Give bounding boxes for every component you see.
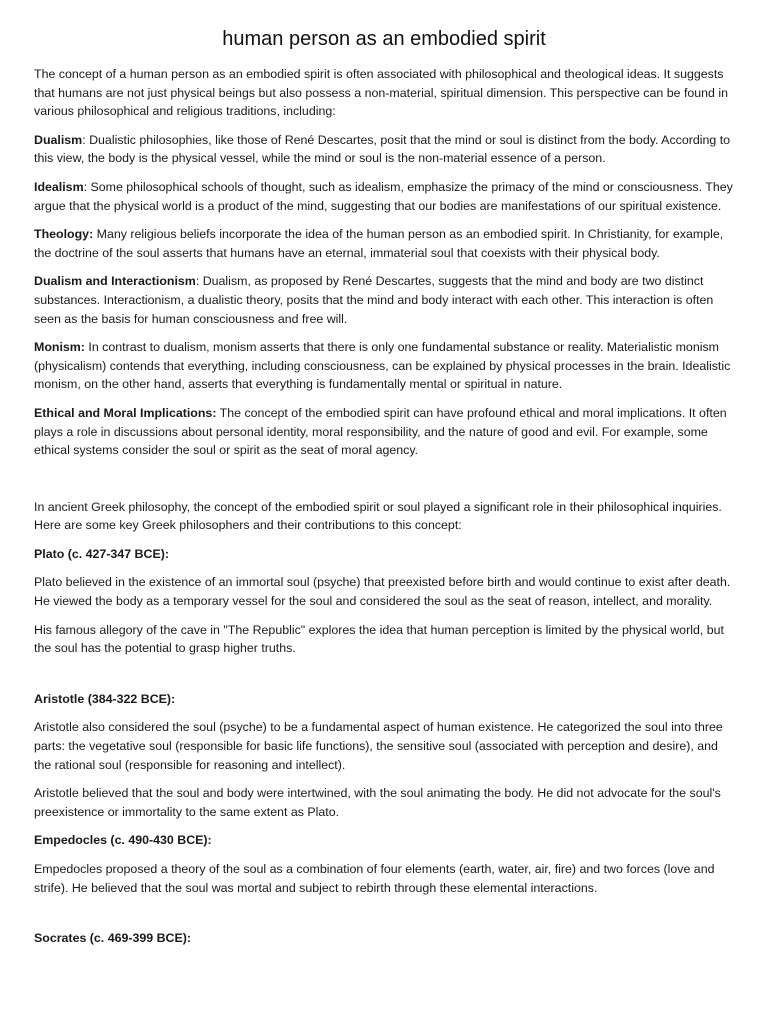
point-dualism-interactionism: Dualism and Interactionism: Dualism, as proposed by René Descartes, suggests that the mind and body are two distinct substances. Interactionism, a dualistic theory, posits that the mind and body interact with each other. This interaction is often seen as the basis for human consciousness and free will. <box>34 274 714 326</box>
socrates-heading: Socrates (c. 469-399 BCE): <box>34 931 192 946</box>
point-term: Idealism <box>34 179 84 194</box>
point-term: Monism: <box>34 340 85 355</box>
aristotle-heading: Aristotle (384-322 BCE): <box>34 691 176 706</box>
point-text: In contrast to dualism, monism asserts that there is only one fundamental substance or reality. Materialistic monism (physicalism) contends that everything, including consciousness, can be explained by physical processes in the brain. Idealistic monism, on the other hand, asserts that everything is fundamentally mental or spiritual in nature. <box>34 340 731 392</box>
point-dualism: Dualism: Dualistic philosophies, like those of René Descartes, posit that the mind or soul is distinct from the body. According to this view, the body is the physical vessel, while the mind or soul is the non-material essence of a person. <box>34 132 731 166</box>
spacer <box>34 907 734 929</box>
greek-intro-paragraph: In ancient Greek philosophy, the concept of the embodied spirit or soul played a significant role in their philosophical inquiries. Here are some key Greek philosophers and their contributions to this concept: <box>34 499 722 533</box>
plato-paragraph-2: His famous allegory of the cave in "The Republic" explores the idea that human perception is limited by the physical world, but the soul has the potential to grasp higher truths. <box>34 622 724 656</box>
aristotle-paragraph-1: Aristotle also considered the soul (psyche) to be a fundamental aspect of human existence. He categorized the soul into three parts: the vegetative soul (responsible for basic life functions), the sensitive soul (associated with perception and desire), and the rational soul (responsible for reasoning and intellect). <box>34 720 723 772</box>
point-term: Theology: <box>34 227 94 242</box>
point-text: Dualistic philosophies, like those of René Descartes, posit that the mind or soul is distinct from the body. According to this view, the body is the physical vessel, while the mind or soul is the non-material essence of a person. <box>34 132 731 166</box>
point-theology <box>34 225 734 262</box>
plato-heading: Plato (c. 427-347 BCE): <box>34 546 169 561</box>
point-text: Some philosophical schools of thought, such as idealism, emphasize the primacy of the mind or consciousness. They argue that the physical world is a product of the mind, suggesting that our bodies are manifestations of our spiritual existence. <box>34 179 733 213</box>
point-ethical-moral <box>34 404 734 460</box>
point-text: Many religious beliefs incorporate the idea of the human person as an embodied spirit. In Christianity, for example, the doctrine of the soul asserts that humans have an eternal, immaterial soul that coexists with their physical body. <box>34 227 724 260</box>
page-title: human person as an embodied spirit <box>222 28 546 50</box>
point-term: Dualism and Interactionism <box>34 274 196 289</box>
empedocles-paragraph-1: Empedocles proposed a theory of the soul as a combination of four elements (earth, water, air, fire) and two forces (love and strife). He believed that the soul was mortal and subject to rebirth through these elemental interactions. <box>34 862 715 895</box>
plato-paragraph-1: Plato believed in the existence of an immortal soul (psyche) that preexisted before birth and would continue to exist after death. He viewed the body as a temporary vessel for the soul and considered the soul as the seat of reason, intellect, and morality. <box>34 575 731 609</box>
spacer <box>34 668 734 690</box>
point-text: Dualism, as proposed by René Descartes, suggests that the mind and body are two distinct substances. Interactionism, a dualistic theory, posits that the mind and body interact with each other. This interaction is often seen as the basis for human consciousness and free will. <box>34 274 714 326</box>
intro-paragraph: The concept of a human person as an embodied spirit is often associated with philosophical and theological ideas. It suggests that humans are not just physical beings but also possess a non-material, spiritual dimension. This perspective can be found in various philosophical and religious traditions, including: <box>34 67 729 119</box>
point-term: Ethical and Moral Implications: <box>34 405 217 420</box>
spacer <box>34 470 734 498</box>
empedocles-heading: Empedocles (c. 490-430 BCE): <box>34 833 212 848</box>
point-monism <box>34 338 734 394</box>
point-idealism: Idealism: Some philosophical schools of thought, such as idealism, emphasize the primacy of the mind or consciousness. They argue that the physical world is a product of the mind, suggesting that our bodies are manifestations of our spiritual existence. <box>34 179 733 213</box>
point-text: The concept of the embodied spirit can have profound ethical and moral implications. It often plays a role in discussions about personal identity, moral responsibility, and the nature of good and evil. For example, some ethical systems consider the soul or spirit as the seat of moral agency. <box>34 405 727 458</box>
point-term: Dualism <box>34 132 83 147</box>
aristotle-paragraph-2: Aristotle believed that the soul and body were intertwined, with the soul animating the body. He did not advocate for the soul's preexistence or immortality to the same extent as Plato. <box>34 786 721 819</box>
